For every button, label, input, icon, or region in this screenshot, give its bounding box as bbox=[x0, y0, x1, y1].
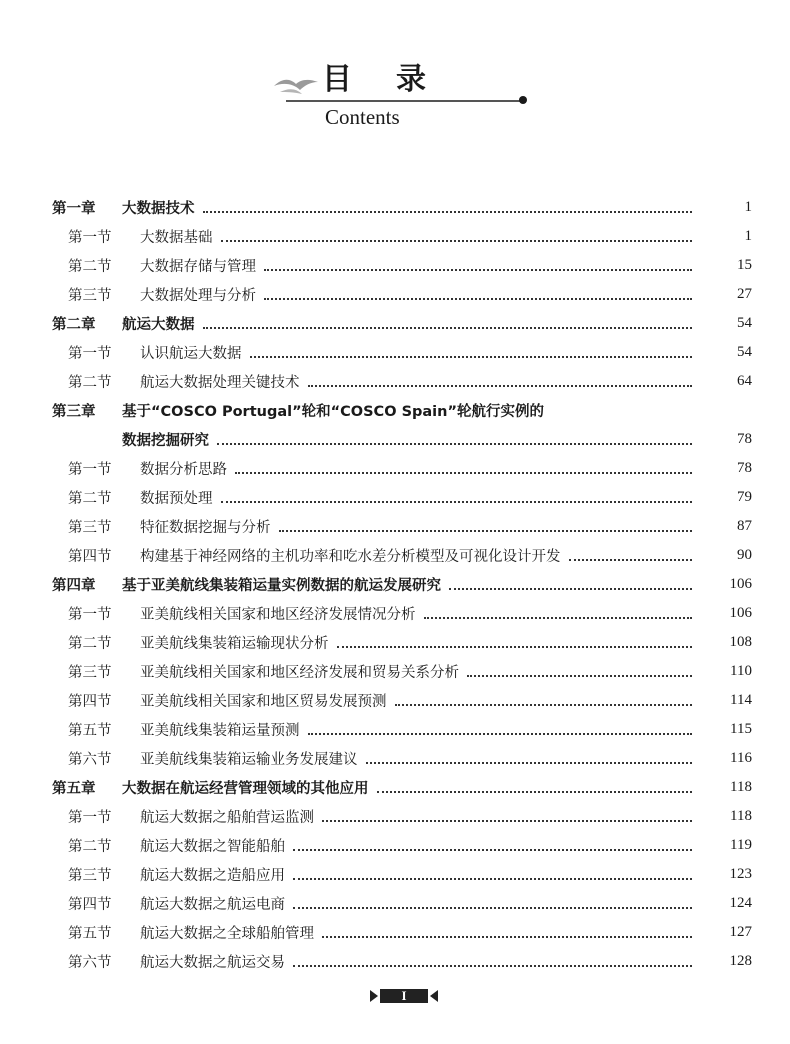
table-of-contents bbox=[0, 193, 790, 976]
toc-entry-page: 78 bbox=[737, 431, 752, 447]
toc-entry-page: 114 bbox=[730, 692, 752, 708]
triangle-left-icon bbox=[430, 990, 438, 1002]
toc-entry-page: 1 bbox=[744, 228, 752, 244]
toc-chapter-entry[interactable] bbox=[0, 396, 790, 425]
toc-entry-title: 航运大数据之造船应用 bbox=[140, 868, 285, 884]
toc-section-entry[interactable] bbox=[0, 541, 790, 570]
toc-section-entry[interactable] bbox=[0, 918, 790, 947]
dot-leader bbox=[377, 791, 693, 793]
toc-entry-title: 大数据处理与分析 bbox=[140, 288, 256, 304]
toc-entry-number: 第三章 bbox=[52, 404, 96, 420]
toc-section-entry[interactable] bbox=[0, 628, 790, 657]
toc-entry-number: 第一节 bbox=[68, 810, 112, 826]
toc-chapter-entry[interactable] bbox=[0, 570, 790, 599]
toc-entry-page: 87 bbox=[737, 518, 752, 534]
toc-section-entry[interactable] bbox=[0, 222, 790, 251]
dot-leader bbox=[293, 878, 692, 880]
dot-leader bbox=[308, 385, 693, 387]
toc-entry-number: 第一节 bbox=[68, 462, 112, 478]
toc-chapter-entry[interactable] bbox=[0, 425, 790, 454]
toc-entry-number: 第五节 bbox=[68, 926, 112, 942]
toc-entry-page: 116 bbox=[730, 750, 752, 766]
toc-header bbox=[0, 0, 790, 140]
toc-section-entry[interactable] bbox=[0, 512, 790, 541]
toc-entry-page: 106 bbox=[729, 605, 752, 621]
dot-leader bbox=[250, 356, 693, 358]
toc-entry-page: 90 bbox=[737, 547, 752, 563]
toc-entry-page: 54 bbox=[737, 344, 752, 360]
dot-leader bbox=[322, 820, 692, 822]
toc-entry-number: 第四节 bbox=[68, 694, 112, 710]
toc-entry-number: 第二节 bbox=[68, 375, 112, 391]
toc-entry-number: 第一章 bbox=[52, 201, 96, 217]
dot-leader bbox=[264, 298, 692, 300]
toc-entry-number: 第五节 bbox=[68, 723, 112, 739]
dot-leader bbox=[467, 675, 692, 677]
toc-section-entry[interactable] bbox=[0, 947, 790, 976]
toc-entry-title: 认识航运大数据 bbox=[140, 346, 242, 362]
toc-entry-number: 第四节 bbox=[68, 549, 112, 565]
toc-entry-title: 大数据基础 bbox=[140, 230, 213, 246]
dot-leader bbox=[337, 646, 693, 648]
toc-entry-title: 航运大数据 bbox=[122, 317, 195, 333]
dot-leader bbox=[217, 443, 692, 445]
toc-section-entry[interactable] bbox=[0, 744, 790, 773]
page-number: I bbox=[401, 988, 407, 1003]
toc-entry-number: 第六节 bbox=[68, 955, 112, 971]
toc-entry-page: 1 bbox=[744, 199, 752, 215]
toc-section-entry[interactable] bbox=[0, 280, 790, 309]
toc-entry-title: 亚美航线相关国家和地区经济发展情况分析 bbox=[140, 607, 416, 623]
toc-section-entry[interactable] bbox=[0, 251, 790, 280]
dot-leader bbox=[308, 733, 693, 735]
dot-leader bbox=[279, 530, 693, 532]
toc-chapter-entry[interactable] bbox=[0, 193, 790, 222]
toc-entry-page: 54 bbox=[737, 315, 752, 331]
toc-entry-title: 航运大数据处理关键技术 bbox=[140, 375, 300, 391]
toc-entry-title: 航运大数据之船舶营运监测 bbox=[140, 810, 314, 826]
toc-entry-title: 数据挖掘研究 bbox=[122, 433, 209, 449]
toc-entry-title: 航运大数据之航运电商 bbox=[140, 897, 285, 913]
toc-entry-page: 15 bbox=[737, 257, 752, 273]
toc-entry-number: 第三节 bbox=[68, 288, 112, 304]
toc-entry-number: 第二章 bbox=[52, 317, 96, 333]
toc-entry-page: 118 bbox=[730, 808, 752, 824]
toc-section-entry[interactable] bbox=[0, 454, 790, 483]
toc-entry-page: 27 bbox=[737, 286, 752, 302]
dot-leader bbox=[203, 211, 693, 213]
toc-entry-title: 大数据存储与管理 bbox=[140, 259, 256, 275]
toc-entry-title: 基于亚美航线集装箱运量实例数据的航运发展研究 bbox=[122, 578, 441, 594]
toc-entry-page: 124 bbox=[729, 895, 752, 911]
toc-entry-number: 第一节 bbox=[68, 230, 112, 246]
toc-entry-title: 大数据技术 bbox=[122, 201, 195, 217]
divider-dot bbox=[519, 96, 527, 104]
toc-entry-page: 119 bbox=[730, 837, 752, 853]
toc-entry-title: 构建基于神经网络的主机功率和吃水差分析模型及可视化设计开发 bbox=[140, 549, 561, 565]
dot-leader bbox=[322, 936, 692, 938]
toc-entry-number: 第三节 bbox=[68, 520, 112, 536]
toc-entry-title: 亚美航线集装箱运输现状分析 bbox=[140, 636, 329, 652]
toc-entry-title: 大数据在航运经营管理领域的其他应用 bbox=[122, 781, 369, 797]
toc-entry-number: 第四章 bbox=[52, 578, 96, 594]
dot-leader bbox=[449, 588, 692, 590]
toc-entry-title: 亚美航线集装箱运量预测 bbox=[140, 723, 300, 739]
toc-entry-page: 123 bbox=[729, 866, 752, 882]
toc-chapter-entry[interactable] bbox=[0, 309, 790, 338]
toc-entry-number: 第五章 bbox=[52, 781, 96, 797]
toc-entry-page: 106 bbox=[729, 576, 752, 592]
dot-leader bbox=[293, 907, 692, 909]
toc-section-entry[interactable] bbox=[0, 860, 790, 889]
toc-entry-title: 航运大数据之航运交易 bbox=[140, 955, 285, 971]
dot-leader bbox=[293, 849, 692, 851]
swallow-ornament-icon bbox=[272, 72, 322, 102]
toc-section-entry[interactable] bbox=[0, 657, 790, 686]
page-subtitle: Contents bbox=[325, 105, 400, 129]
toc-section-entry[interactable] bbox=[0, 802, 790, 831]
triangle-right-icon bbox=[370, 990, 378, 1002]
dot-leader bbox=[203, 327, 693, 329]
toc-section-entry[interactable] bbox=[0, 831, 790, 860]
toc-section-entry[interactable] bbox=[0, 715, 790, 744]
toc-entry-title: 亚美航线集装箱运输业务发展建议 bbox=[140, 752, 358, 768]
toc-entry-title: 数据分析思路 bbox=[140, 462, 227, 478]
toc-entry-title: 亚美航线相关国家和地区经济发展和贸易关系分析 bbox=[140, 665, 459, 681]
dot-leader bbox=[366, 762, 693, 764]
dot-leader bbox=[293, 965, 692, 967]
toc-entry-title: 特征数据挖掘与分析 bbox=[140, 520, 271, 536]
toc-entry-page: 78 bbox=[737, 460, 752, 476]
toc-section-entry[interactable] bbox=[0, 483, 790, 512]
toc-section-entry[interactable] bbox=[0, 686, 790, 715]
toc-entry-number: 第二节 bbox=[68, 839, 112, 855]
toc-entry-page: 128 bbox=[729, 953, 752, 969]
dot-leader bbox=[395, 704, 693, 706]
toc-section-entry[interactable] bbox=[0, 599, 790, 628]
toc-entry-number: 第二节 bbox=[68, 491, 112, 507]
toc-entry-page: 118 bbox=[730, 779, 752, 795]
toc-entry-title: 数据预处理 bbox=[140, 491, 213, 507]
toc-entry-title: 航运大数据之智能船舶 bbox=[140, 839, 285, 855]
dot-leader bbox=[424, 617, 693, 619]
toc-chapter-entry[interactable] bbox=[0, 773, 790, 802]
dot-leader bbox=[264, 269, 692, 271]
toc-entry-title: 航运大数据之全球船舶管理 bbox=[140, 926, 314, 942]
toc-entry-number: 第三节 bbox=[68, 868, 112, 884]
dot-leader bbox=[569, 559, 693, 561]
toc-entry-page: 110 bbox=[730, 663, 752, 679]
toc-section-entry[interactable] bbox=[0, 367, 790, 396]
toc-entry-number: 第六节 bbox=[68, 752, 112, 768]
toc-section-entry[interactable] bbox=[0, 338, 790, 367]
title-divider bbox=[286, 100, 520, 102]
page-title: 目录 bbox=[322, 62, 470, 97]
toc-entry-number: 第二节 bbox=[68, 259, 112, 275]
toc-entry-page: 108 bbox=[729, 634, 752, 650]
toc-entry-title: 亚美航线相关国家和地区贸易发展预测 bbox=[140, 694, 387, 710]
toc-entry-number: 第二节 bbox=[68, 636, 112, 652]
dot-leader bbox=[235, 472, 692, 474]
toc-entry-number: 第四节 bbox=[68, 897, 112, 913]
toc-entry-page: 127 bbox=[729, 924, 752, 940]
toc-entry-title: 基于“COSCO Portugal”轮和“COSCO Spain”轮航行实例的 bbox=[122, 404, 545, 420]
toc-entry-number: 第一节 bbox=[68, 607, 112, 623]
toc-section-entry[interactable] bbox=[0, 889, 790, 918]
dot-leader bbox=[221, 501, 693, 503]
toc-entry-page: 64 bbox=[737, 373, 752, 389]
toc-entry-page: 79 bbox=[737, 489, 752, 505]
toc-entry-number: 第三节 bbox=[68, 665, 112, 681]
page-number-badge bbox=[370, 987, 440, 1005]
dot-leader bbox=[221, 240, 693, 242]
toc-entry-page: 115 bbox=[730, 721, 752, 737]
toc-entry-number: 第一节 bbox=[68, 346, 112, 362]
